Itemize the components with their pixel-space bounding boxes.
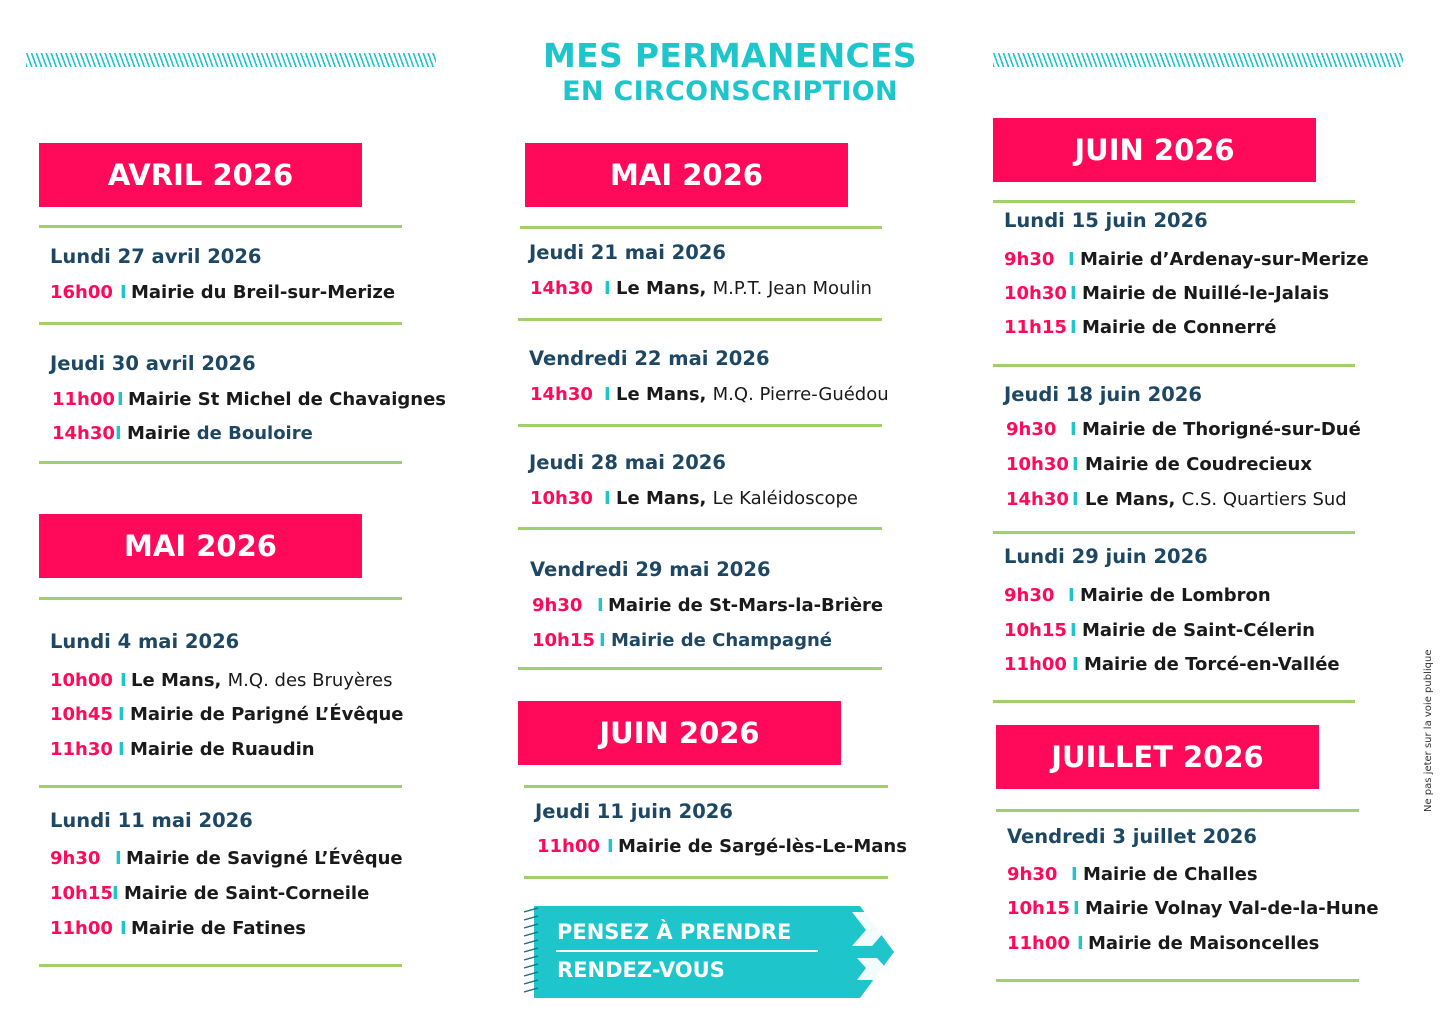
time-label: 10h30 (1004, 283, 1067, 304)
time-label: 10h15 (1007, 898, 1070, 919)
separator: I (1073, 898, 1080, 919)
divider (993, 531, 1355, 534)
time-label: 11h00 (52, 389, 115, 410)
day-title: Jeudi 30 avril 2026 (50, 352, 256, 375)
time-label: 10h15 (1004, 620, 1067, 641)
time-label: 10h45 (50, 704, 113, 725)
location: Mairie d’Ardenay-sur-Merize (1080, 249, 1369, 270)
time-label: 9h30 (1006, 419, 1057, 440)
location: Mairie de Coudrecieux (1085, 454, 1312, 475)
time-label: 11h15 (1004, 317, 1067, 338)
location: Mairie de Torcé-en-Vallée (1084, 654, 1340, 675)
location: Mairie de Thorigné-sur-Dué (1082, 419, 1361, 440)
day-block (50, 352, 256, 375)
time-label: 10h30 (530, 488, 593, 509)
separator: I (1072, 489, 1079, 510)
day-title: Vendredi 22 mai 2026 (529, 347, 770, 370)
day-title: Lundi 15 juin 2026 (1004, 209, 1208, 232)
month-header-juin: JUIN 2026 (518, 701, 841, 765)
day-title: Lundi 4 mai 2026 (50, 630, 240, 653)
separator: I (120, 670, 127, 691)
location: Mairie de Nuillé-le-Jalais (1082, 283, 1330, 304)
location: Le Mans, C.S. Quartiers Sud (1085, 489, 1347, 510)
time-label: 11h00 (537, 836, 600, 857)
location: Mairie de Challes (1083, 864, 1258, 885)
separator: I (1068, 585, 1075, 606)
divider (39, 597, 402, 600)
location: Mairie St Michel de Chavaignes (128, 389, 446, 410)
time-label: 14h30 (530, 384, 593, 405)
time-label: 16h00 (50, 282, 113, 303)
separator: I (599, 630, 606, 651)
separator: I (604, 278, 611, 299)
divider (39, 322, 402, 325)
month-header-juillet: JUILLET 2026 (996, 725, 1319, 789)
day-block (529, 347, 770, 370)
page-subtitle: EN CIRCONSCRIPTION (562, 76, 898, 107)
day-block (535, 800, 733, 823)
separator: I (1072, 654, 1079, 675)
day-title: Jeudi 21 mai 2026 (529, 241, 726, 264)
side-note: Ne pas jeter sur la voie publique (1423, 649, 1434, 812)
month-header-juin: JUIN 2026 (993, 118, 1316, 182)
time-label: 9h30 (1007, 864, 1058, 885)
day-title: Lundi 11 mai 2026 (50, 809, 253, 832)
time-label: 10h15 (532, 630, 595, 651)
day-block (1004, 383, 1202, 406)
divider (518, 667, 882, 670)
divider (39, 225, 402, 228)
separator: I (118, 704, 125, 725)
divider (996, 979, 1359, 982)
time-label: 10h00 (50, 670, 113, 691)
page-title: MES PERMANENCES (543, 36, 917, 75)
location: Mairie du Breil-sur-Merize (131, 282, 396, 303)
separator: I (604, 488, 611, 509)
day-title: Lundi 27 avril 2026 (50, 245, 262, 268)
location: Le Mans, M.Q. Pierre-Guédou (616, 384, 889, 405)
location: Mairie de Fatines (131, 918, 307, 939)
separator: I (117, 389, 124, 410)
location: Mairie de Saint-Célerin (1082, 620, 1315, 641)
time-label: 11h00 (1007, 933, 1070, 954)
day-block (1004, 545, 1208, 568)
separator: I (1070, 283, 1077, 304)
month-header-avril: AVRIL 2026 (39, 143, 362, 207)
separator: I (1068, 249, 1075, 270)
time-label: 14h30 (530, 278, 593, 299)
divider (39, 461, 402, 464)
location: Mairie de Bouloire (127, 423, 313, 444)
time-label: 14h30 (1006, 489, 1069, 510)
separator: I (607, 836, 614, 857)
day-block (530, 558, 771, 581)
day-block (529, 451, 726, 474)
month-header-mai: MAI 2026 (39, 514, 362, 578)
time-label: 10h15 (50, 883, 113, 904)
decorative-hatch-right (993, 53, 1403, 67)
location: Mairie de Sargé-lès-Le-Mans (618, 836, 907, 857)
day-title: Jeudi 28 mai 2026 (529, 451, 726, 474)
divider (520, 226, 882, 229)
divider (993, 200, 1355, 203)
time-label: 9h30 (50, 848, 101, 869)
separator: I (604, 384, 611, 405)
time-label: 9h30 (1004, 585, 1055, 606)
day-block (50, 630, 239, 653)
time-label: 10h30 (1006, 454, 1069, 475)
separator: I (115, 848, 122, 869)
divider (996, 809, 1359, 812)
separator: I (1070, 317, 1077, 338)
day-title: Vendredi 29 mai 2026 (530, 558, 771, 581)
location: Mairie de Maisoncelles (1088, 933, 1320, 954)
location: Mairie de Saint-Corneile (124, 883, 370, 904)
location: Le Mans, M.Q. des Bruyères (131, 670, 393, 691)
day-block (1004, 209, 1208, 232)
separator: I (1071, 864, 1078, 885)
time-label: 14h30 (52, 423, 115, 444)
separator: I (1070, 620, 1077, 641)
separator: I (120, 918, 127, 939)
time-label: 9h30 (532, 595, 583, 616)
location: Mairie de Connerré (1082, 317, 1277, 338)
separator: I (597, 595, 604, 616)
banner-line1: PENSEZ À PRENDRE (557, 920, 792, 944)
separator: I (112, 883, 119, 904)
divider (518, 424, 882, 427)
location: Mairie de Ruaudin (130, 739, 315, 760)
divider (993, 700, 1355, 703)
separator: I (1070, 419, 1077, 440)
day-block (50, 809, 253, 832)
divider (524, 876, 888, 879)
banner-underline (556, 950, 818, 952)
day-title: Lundi 29 juin 2026 (1004, 545, 1208, 568)
day-block (1007, 825, 1257, 848)
divider (518, 318, 882, 321)
month-header-mai: MAI 2026 (525, 143, 848, 207)
location: Mairie de Lombron (1080, 585, 1271, 606)
divider (524, 785, 888, 788)
time-label: 9h30 (1004, 249, 1055, 270)
separator: I (115, 423, 122, 444)
separator: I (118, 739, 125, 760)
location: Mairie de St-Mars-la-Brière (608, 595, 884, 616)
location: Mairie de Champagné (611, 630, 832, 651)
day-title: Jeudi 18 juin 2026 (1004, 383, 1202, 406)
day-block (50, 245, 261, 268)
time-label: 11h30 (50, 739, 113, 760)
divider (39, 785, 402, 788)
day-title: Vendredi 3 juillet 2026 (1007, 825, 1257, 848)
divider (518, 527, 882, 530)
time-label: 11h00 (50, 918, 113, 939)
separator: I (120, 282, 127, 303)
day-block (529, 241, 726, 264)
banner-line2: RENDEZ-VOUS (557, 958, 725, 982)
time-label: 11h00 (1004, 654, 1067, 675)
decorative-hatch-left (26, 53, 436, 67)
separator: I (1077, 933, 1084, 954)
day-title: Jeudi 11 juin 2026 (535, 800, 733, 823)
divider (39, 964, 402, 967)
location: Le Mans, M.P.T. Jean Moulin (616, 278, 872, 299)
separator: I (1072, 454, 1079, 475)
location: Mairie Volnay Val-de-la-Hune (1085, 898, 1379, 919)
location: Mairie de Savigné L’Évêque (126, 848, 403, 869)
location: Le Mans, Le Kaléidoscope (616, 488, 858, 509)
location: Mairie de Parigné L’Évêque (130, 704, 404, 725)
divider (993, 364, 1355, 367)
